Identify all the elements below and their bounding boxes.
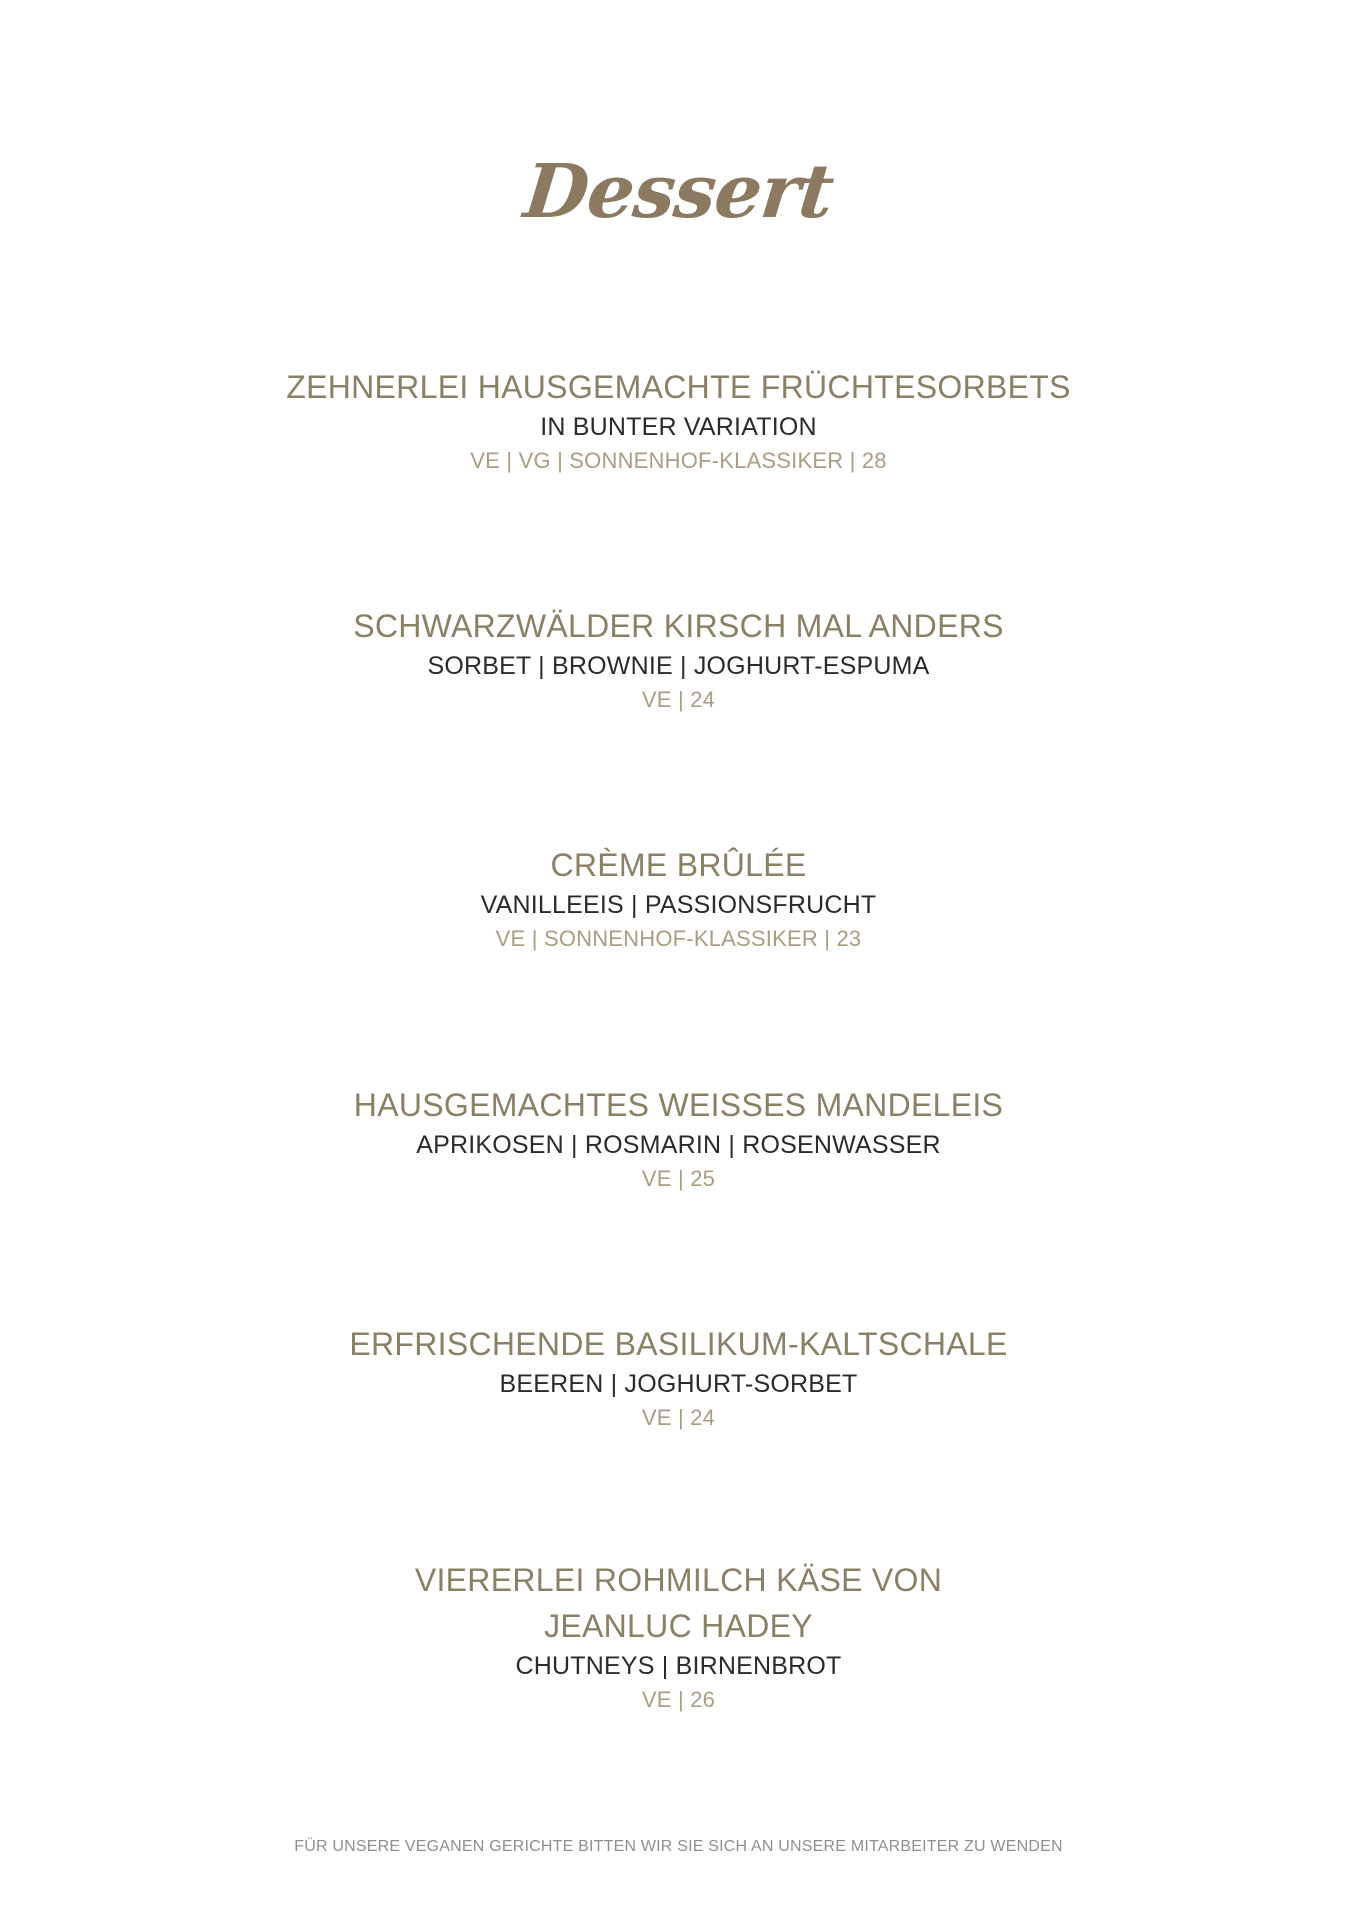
list-item (0, 1321, 1357, 1435)
list-item (0, 842, 1357, 956)
item-description: BEEREN | JOGHURT-SORBET (499, 1370, 858, 1398)
item-meta: VE | 24 (641, 1405, 716, 1430)
list-item (0, 603, 1357, 717)
item-name-line-1: VIERERLEI ROHMILCH KÄSE VON (414, 1562, 943, 1598)
item-name: HAUSGEMACHTES WEISSES MANDELEIS (353, 1087, 1004, 1123)
item-meta: VE | SONNENHOF-KLASSIKER | 23 (495, 926, 862, 951)
list-item (0, 1082, 1357, 1196)
item-meta: VE | 25 (641, 1166, 716, 1191)
item-name: CRÈME BRÛLÉE (550, 847, 807, 883)
item-name: SCHWARZWÄLDER KIRSCH MAL ANDERS (353, 608, 1004, 644)
item-description: SORBET | BROWNIE | JOGHURT-ESPUMA (427, 652, 930, 680)
page-title: Dessert (520, 149, 837, 235)
item-meta: VE | 26 (641, 1687, 716, 1712)
item-name-line-2: JEANLUC HADEY (544, 1608, 813, 1644)
item-description: APRIKOSEN | ROSMARIN | ROSENWASSER (416, 1131, 941, 1159)
item-description: CHUTNEYS | BIRNENBROT (515, 1652, 842, 1680)
footer-note: FÜR UNSERE VEGANEN GERICHTE BITTEN WIR SIE SICH AN UNSERE MITARBEITER ZU WENDEN (294, 1838, 1063, 1855)
item-description: VANILLEEIS | PASSIONSFRUCHT (480, 891, 877, 919)
item-meta: VE | VG | SONNENHOF-KLASSIKER | 28 (470, 448, 887, 473)
item-description: IN BUNTER VARIATION (540, 413, 817, 441)
list-item (0, 1557, 1357, 1717)
item-name: ZEHNERLEI HAUSGEMACHTE FRÜCHTESORBETS (286, 369, 1071, 405)
item-name: ERFRISCHENDE BASILIKUM-KALTSCHALE (349, 1326, 1008, 1362)
item-meta: VE | 24 (641, 687, 716, 712)
list-item (0, 364, 1357, 478)
